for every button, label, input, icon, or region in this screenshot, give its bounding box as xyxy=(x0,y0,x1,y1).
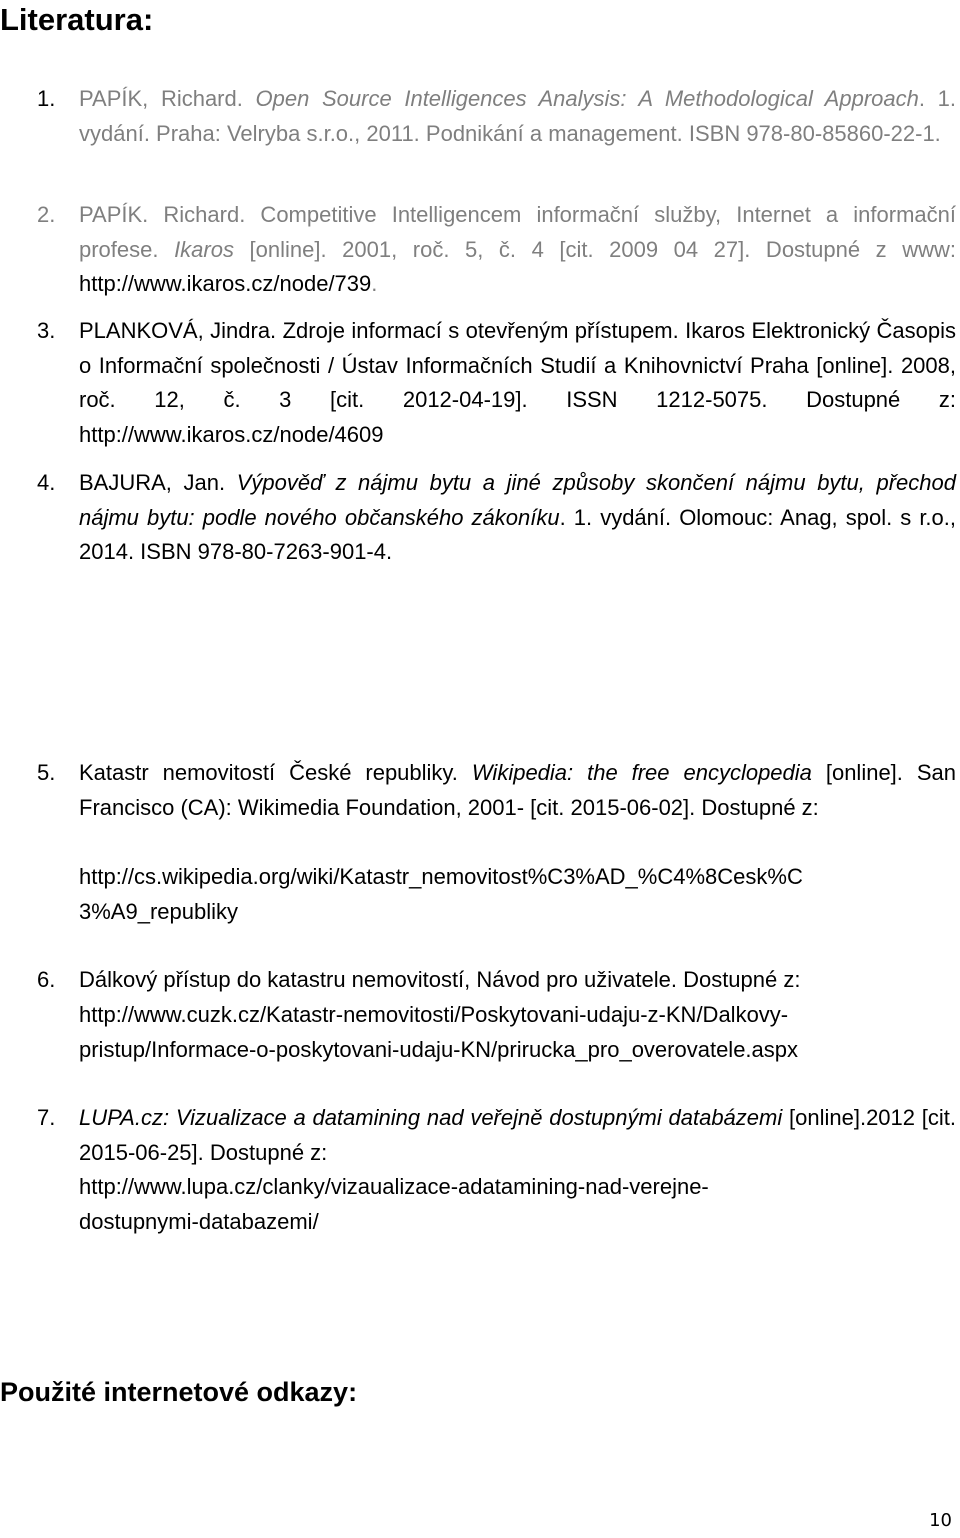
reference-number: 1. xyxy=(37,86,56,111)
web-references-heading: Použité internetové odkazy: xyxy=(0,1377,358,1407)
reference-url-line[interactable]: dostupnymi-databazemi/ xyxy=(79,1208,319,1234)
page-number: 10 xyxy=(929,1510,952,1531)
reference-text xyxy=(79,1101,956,1170)
reference-title: Wikipedia: the free encyclopedia xyxy=(471,760,812,785)
reference-number: 4. xyxy=(37,470,56,495)
reference-author: BAJURA, Jan. xyxy=(79,470,226,495)
reference-details: [online]. San Francisco (CA): Wikimedia Foundation, 2001- [cit. 2015-06-02]. Dostupné z: xyxy=(79,760,956,820)
reference-text xyxy=(79,82,956,151)
reference-details: [online]. 2001, roč. 5, č. 4 [cit. 2009 04 27]. Dostupné z www: xyxy=(233,236,956,262)
reference-url[interactable] xyxy=(79,998,956,1067)
reference-url[interactable]: http://www.ikaros.cz/node/739 xyxy=(79,271,372,296)
reference-end: . xyxy=(371,271,378,296)
literature-heading: Literatura: xyxy=(0,2,154,37)
reference-url-line[interactable]: http://cs.wikipedia.org/wiki/Katastr_nemovitost%C3%AD_%C4%8Cesk%C xyxy=(79,864,803,889)
reference-url-line[interactable]: 3%A9_republiky xyxy=(79,898,238,924)
reference-author: PAPÍK, Richard. xyxy=(79,86,243,111)
reference-number: 2. xyxy=(37,202,56,227)
reference-url[interactable] xyxy=(79,1170,956,1239)
reference-number: 5. xyxy=(37,760,56,785)
reference-url-line[interactable]: http://www.lupa.cz/clanky/vizaualizace-adatamining-nad-verejne- xyxy=(79,1174,709,1199)
reference-details: . 1. vydání. Olomouc: Anag, spol. s r.o., 2014. ISBN 978-80-7263-901-4. xyxy=(79,504,956,564)
reference-details: PAPÍK. Richard. Competitive Intelligencem informační služby, Internet a informační profese. xyxy=(79,202,956,262)
reference-text: PLANKOVÁ, Jindra. Zdroje informací s otevřeným přístupem. Ikaros Elektronický Časopis o Informační společnosti / Ústav Informačních Studií a Knihovnictví Praha [online]. 2008, roč. 12, č. 3 [cit. 2012-04-19]. ISSN 1212-5075. Dostupné z: http://www.ikaros.cz/node/4609 xyxy=(79,318,956,447)
reference-details: . 1. vydání. Praha: Velryba s.r.o., 2011. Podnikání a management. ISBN 978-80-85860-22-1. xyxy=(79,86,956,146)
reference-title: LUPA.cz: Vizualizace a datamining nad veřejně dostupnými databázemi xyxy=(79,1105,783,1130)
reference-title: Výpověď z nájmu bytu a jiné způsoby skončení nájmu bytu, přechod nájmu bytu: podle nového občanského zákoníku xyxy=(79,470,956,530)
reference-text xyxy=(79,466,956,570)
reference-url[interactable] xyxy=(79,860,956,929)
reference-number: 6. xyxy=(37,967,56,992)
reference-title: Open Source Intelligences Analysis: A Methodological Approach xyxy=(255,86,919,111)
reference-text: Dálkový přístup do katastru nemovitostí, Návod pro uživatele. Dostupné z: xyxy=(79,967,801,992)
reference-number: 7. xyxy=(37,1105,56,1130)
reference-url-line[interactable]: http://www.cuzk.cz/Katastr-nemovitosti/Poskytovani-udaju-z-KN/Dalkovy- xyxy=(79,1002,789,1027)
reference-text xyxy=(79,198,956,302)
reference-number: 3. xyxy=(37,318,56,343)
reference-title: Ikaros xyxy=(174,236,234,262)
reference-details: Katastr nemovitostí České republiky. xyxy=(79,760,472,785)
reference-details: [online].2012 [cit. 2015-06-25]. Dostupné z: xyxy=(79,1105,956,1165)
reference-url-line[interactable]: pristup/Informace-o-poskytovani-udaju-KN/prirucka_pro_overovatele.aspx xyxy=(79,1036,799,1062)
reference-text xyxy=(79,756,956,825)
